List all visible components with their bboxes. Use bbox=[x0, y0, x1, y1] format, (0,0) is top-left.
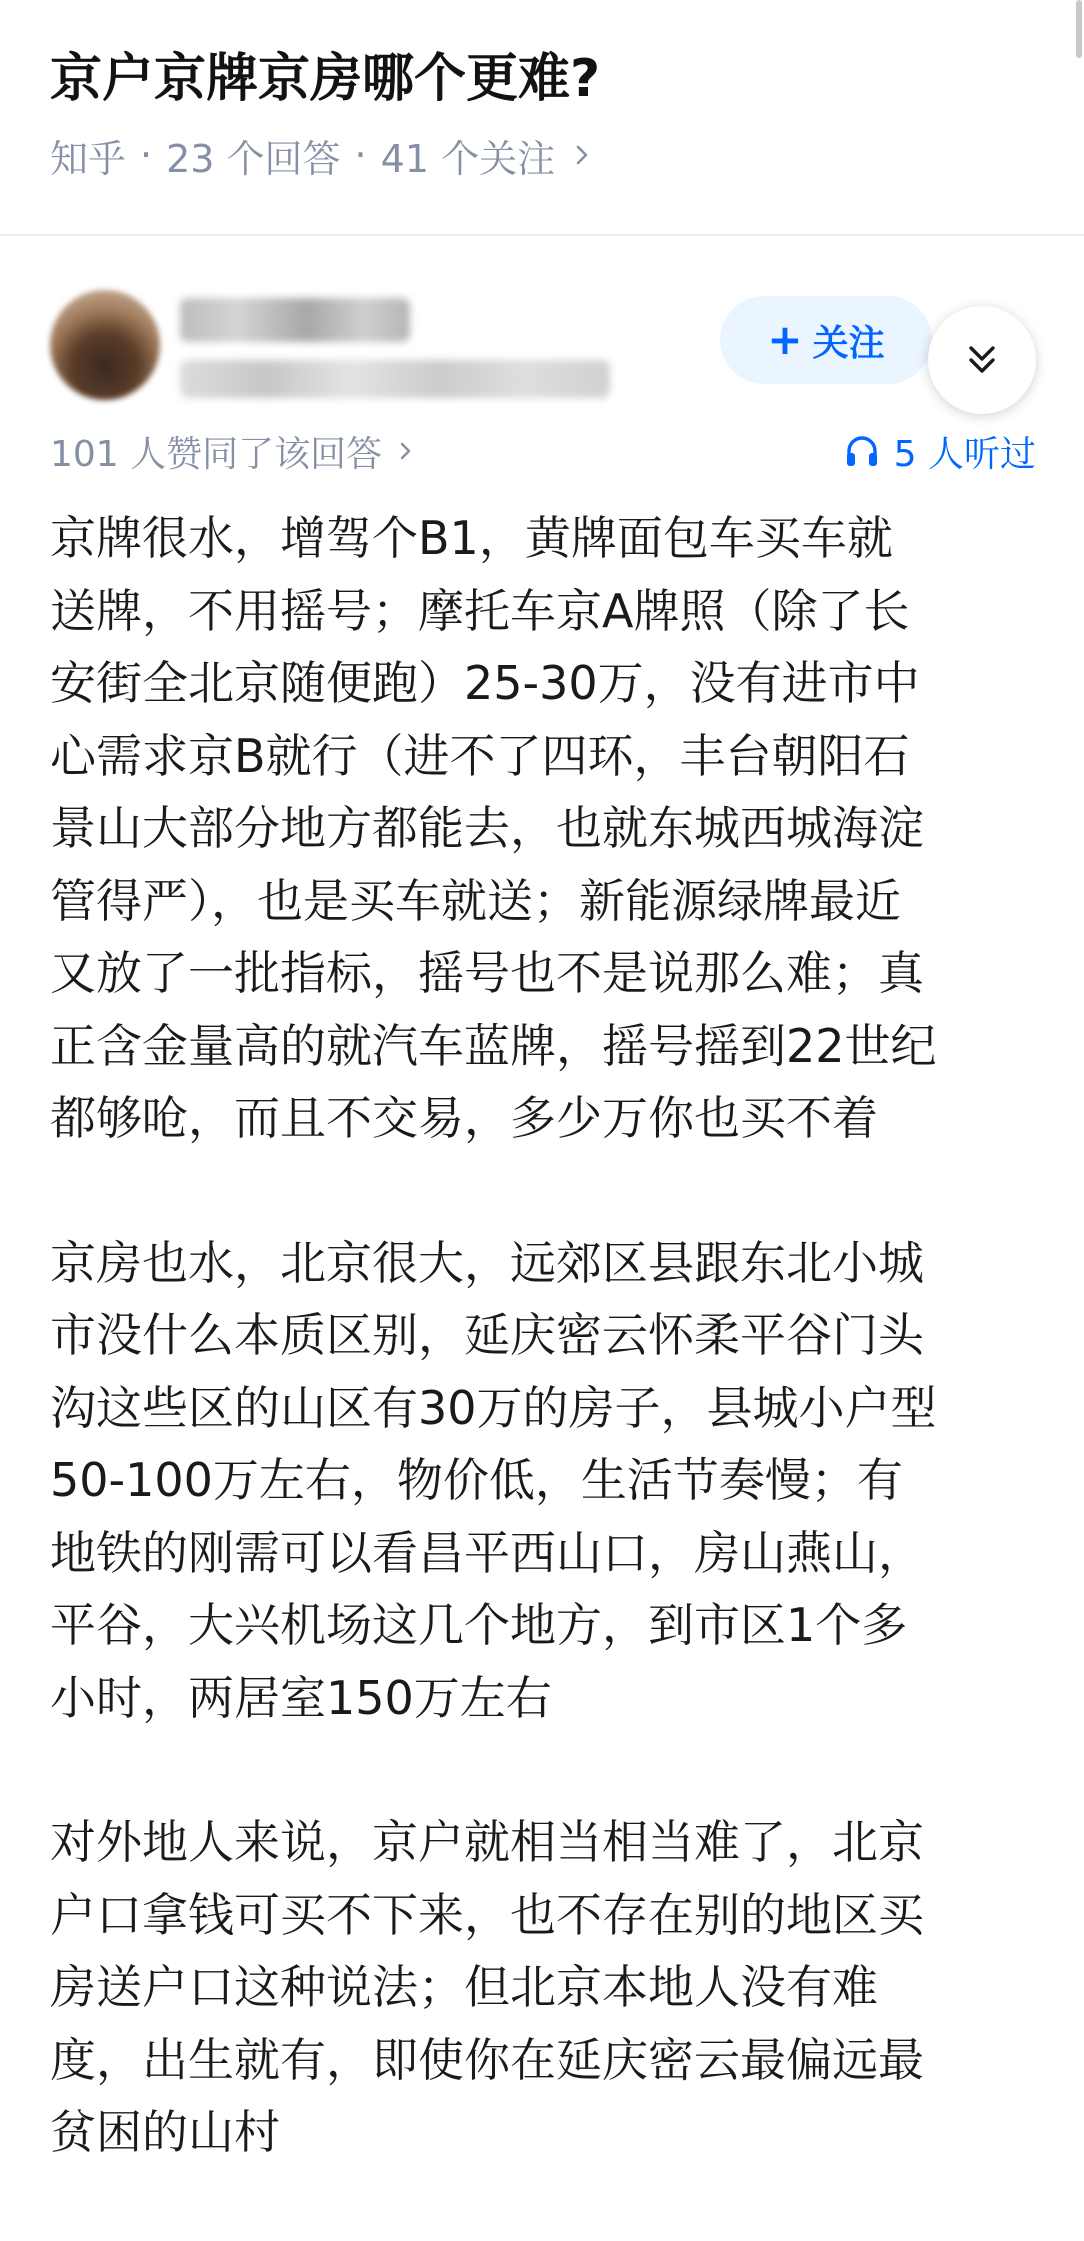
chevron-right-icon bbox=[396, 441, 416, 461]
chevron-double-down-icon bbox=[962, 340, 1002, 380]
chevron-right-icon bbox=[571, 144, 593, 166]
agree-text: 101 人赞同了该回答 bbox=[50, 433, 383, 475]
question-header bbox=[0, 0, 1084, 236]
author-name[interactable] bbox=[180, 298, 410, 342]
follow-button[interactable] bbox=[720, 296, 932, 384]
answer-paragraph: 京房也水，北京很大，远郊区县跟东北小城 市没什么本质区别，延庆密云怀柔平谷门头 沟这些区的山区有30万的房子，县城小户型 50-100万左右，物价低，生活节奏慢；有 地铁的刚需可以看昌平西山口，房山燕山， 平谷，大兴机场这几个地方，到市区1个多 小时，两居室150万左右 bbox=[50, 1235, 937, 1725]
agree-count[interactable] bbox=[50, 426, 416, 476]
source-label: 知乎 bbox=[50, 136, 127, 181]
question-title[interactable]: 京户京牌京房哪个更难? bbox=[50, 49, 601, 109]
headphones-icon bbox=[844, 433, 880, 469]
listen-text: 5 人听过 bbox=[893, 433, 1036, 475]
listen-count[interactable] bbox=[844, 426, 1036, 476]
follower-count: 41 个关注 bbox=[380, 136, 556, 181]
avatar[interactable] bbox=[50, 290, 160, 400]
answer-paragraph: 京牌很水，增驾个B1，黄牌面包车买车就 送牌，不用摇号；摩托车京A牌照（除了长 安街全北京随便跑）25-30万，没有进市中 心需求京B就行（进不了四环，丰台朝阳石 景山大部分地方都能去，也就东城西城海淀 管得严），也是买车就送；新能源绿牌最近 又放了一批指标，摇号也不是说那么难；真 正含金量高的就汽车蓝牌，摇号摇到22世纪 都够呛，而且不交易，多少万你也买不着 bbox=[50, 511, 937, 1145]
answer-stats bbox=[0, 426, 1084, 476]
meta-separator: · bbox=[354, 133, 367, 177]
plus-icon: + bbox=[767, 315, 803, 364]
follow-label: 关注 bbox=[812, 322, 885, 364]
author-signature bbox=[180, 360, 610, 398]
answer-count: 23 个回答 bbox=[166, 136, 341, 181]
collapse-button[interactable] bbox=[928, 306, 1036, 414]
question-meta[interactable] bbox=[50, 130, 593, 180]
meta-separator: · bbox=[140, 133, 153, 177]
answer-content bbox=[50, 502, 1050, 2241]
answer-paragraph: 对外地人来说，京户就相当相当难了，北京 户口拿钱可买不下来，也不存在别的地区买 房送户口这种说法；但北京本地人没有难 度，出生就有，即使你在延庆密云最偏远最 贫困的山村 bbox=[50, 1815, 924, 2159]
